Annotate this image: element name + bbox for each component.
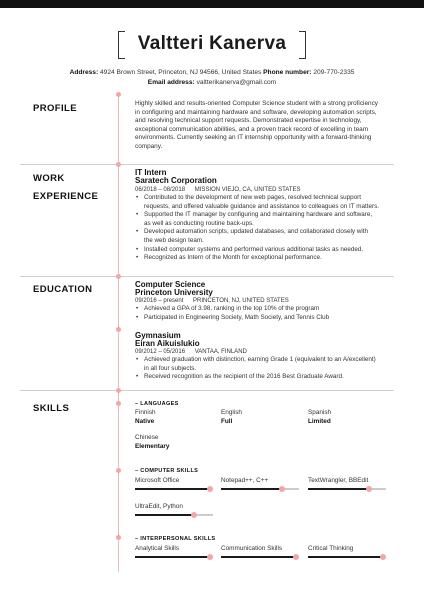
- language-level: Native: [135, 418, 155, 425]
- contact-line-1: [0, 68, 424, 77]
- degree-title: Gymnasium: [135, 331, 181, 340]
- skill-bar-fill: [135, 488, 210, 490]
- timeline-dot: [116, 401, 121, 406]
- section-title-work-2: EXPERIENCE: [33, 191, 99, 202]
- language-level: Elementary: [135, 443, 170, 450]
- language-level: Full: [221, 418, 233, 425]
- list-item: • Received recognition as the recipient of the 2016 Best Graduate Award.: [144, 373, 406, 382]
- language-name: Chinese: [135, 434, 159, 441]
- school-name: Eiran Aikuislukio: [135, 339, 200, 348]
- skill-bar-knob: [279, 486, 285, 492]
- section-divider: [20, 276, 394, 277]
- timeline-dot: [116, 388, 121, 393]
- education-location: PRINCETON, NJ, UNITED STATES: [193, 298, 289, 304]
- languages-heading: – LANGUAGES: [135, 401, 179, 407]
- skill-bar: [308, 556, 386, 558]
- timeline-dot: [116, 162, 121, 167]
- interpersonal-skills-heading: – INTERPERSONAL SKILLS: [135, 536, 216, 542]
- skill-label: Microsoft Office: [135, 477, 180, 484]
- skill-label: Communication Skills: [221, 545, 283, 552]
- language-name: Spanish: [308, 409, 332, 416]
- skill-bar: [308, 488, 386, 490]
- computer-skills-heading: – COMPUTER SKILLS: [135, 468, 199, 474]
- language-item: [135, 408, 215, 426]
- email-value[interactable]: valtterikanerva@gmail.com: [196, 79, 277, 86]
- skill-bar-knob: [293, 554, 299, 560]
- job-dates: 06/2018 – 08/2018: [135, 187, 186, 193]
- skill-label: Notepad++, C++: [221, 477, 269, 484]
- language-item: [308, 408, 388, 426]
- skill-bar-knob: [366, 486, 372, 492]
- profile-line: company.: [135, 142, 163, 150]
- profile-line: Highly skilled and results-oriented Computer Science student with a strong proficiency: [135, 100, 378, 107]
- job-meta: [135, 186, 309, 194]
- timeline-dot: [116, 92, 121, 97]
- skill-bar-knob: [207, 554, 213, 560]
- job-bullets: [135, 194, 406, 263]
- top-bar: [0, 0, 424, 8]
- contact-line-2: [0, 78, 424, 87]
- timeline-dot: [116, 274, 121, 279]
- skill-bar-knob: [207, 486, 213, 492]
- education-meta: [135, 297, 297, 305]
- skill-bar-knob: [191, 512, 197, 518]
- profile-line: environments. Currently seeking an IT internship opportunity with a forward-thinking: [135, 134, 372, 142]
- education-dates: 09/2012 – 05/2016: [135, 349, 186, 355]
- list-item: • Developed automation scripts, updated databases, and collaborated closely with the web design team.: [144, 228, 406, 245]
- profile-text: [135, 100, 397, 152]
- education-meta: [135, 348, 255, 356]
- skill-bar-fill: [308, 556, 383, 558]
- phone-value: 209-770-2335: [313, 69, 355, 76]
- email-label: Email address:: [147, 79, 195, 86]
- skill-bar: [221, 488, 299, 490]
- section-title-work-1: WORK: [33, 173, 65, 184]
- timeline-dot: [116, 468, 121, 473]
- list-item: • Recognized as Intern of the Month for exceptional performance.: [144, 254, 406, 263]
- skill-bar: [135, 514, 213, 516]
- candidate-name: Valtteri Kanerva: [137, 33, 287, 54]
- skill-bar: [135, 556, 213, 558]
- address-label: Address:: [69, 69, 99, 76]
- education-location: VANTAA, FINLAND: [194, 349, 247, 355]
- skill-bar: [135, 488, 213, 490]
- section-divider: [20, 390, 394, 391]
- list-item: • Achieved a GPA of 3.98, ranking in the top 10% of the program: [144, 305, 406, 314]
- name-frame: [118, 31, 306, 59]
- list-item: • Installed computer systems and performed various additional tasks as needed.: [144, 246, 406, 255]
- skill-bar-knob: [380, 554, 386, 560]
- profile-line: and resolving technical support requests. Demonstrated expertise in technology,: [135, 117, 362, 125]
- profile-line: exceptional communication abilities, and a proven track record of excelling in team: [135, 125, 369, 133]
- company-name: Saratech Corporation: [135, 176, 217, 185]
- language-level: Limited: [308, 418, 331, 425]
- skill-bar-fill: [308, 488, 369, 490]
- section-title-education: EDUCATION: [33, 284, 93, 295]
- skill-bar-fill: [135, 514, 194, 516]
- language-name: Finnish: [135, 409, 156, 416]
- section-divider: [20, 164, 394, 165]
- job-location: MISSION VIEJO, CA, UNITED STATES: [194, 187, 301, 193]
- address-value: 4924 Brown Street, Princeton, NJ 94566, United States: [100, 69, 262, 76]
- language-name: English: [221, 409, 242, 416]
- school-name: Princeton University: [135, 288, 213, 297]
- section-title-profile: PROFILE: [33, 103, 77, 114]
- job-title: IT Intern: [135, 168, 167, 177]
- list-item: • Supported the IT manager by configuring and maintaining hardware and software, as well as conducting routine back-ups.: [144, 211, 406, 228]
- language-item: [221, 408, 301, 426]
- phone-label: Phone number:: [263, 69, 312, 76]
- skill-bar: [221, 556, 299, 558]
- education-bullets: [135, 356, 406, 382]
- skill-label: UltraEdit, Python: [135, 503, 183, 510]
- list-item: • Participated in Engineering Society, Math Society, and Tennis Club: [144, 314, 406, 323]
- degree-title: Computer Science: [135, 280, 206, 289]
- profile-line: in configuring and maintaining hardware and software, developing automation scripts,: [135, 108, 377, 116]
- skill-bar-fill: [135, 556, 210, 558]
- education-bullets: [135, 305, 406, 322]
- skill-label: Critical Thinking: [308, 545, 354, 552]
- section-title-skills: SKILLS: [33, 403, 70, 414]
- list-item: • Contributed to the development of new web pages, resolved technical support requests, and offered valuable guidance and assistance to colleagues on IT matters.: [144, 194, 406, 211]
- education-dates: 09/2016 – present: [135, 298, 184, 304]
- timeline-dot: [116, 535, 121, 540]
- timeline-dot: [116, 327, 121, 332]
- list-item: • Achieved graduation with distinction, earning Grade 1 (equivalent to an A/excellent) in all four subjects.: [144, 356, 406, 373]
- skill-label: TextWrangler, BBEdit: [308, 477, 369, 484]
- language-item: [135, 433, 215, 451]
- skill-bar-fill: [221, 488, 282, 490]
- skill-label: Analytical Skills: [135, 545, 180, 552]
- skill-bar-fill: [221, 556, 296, 558]
